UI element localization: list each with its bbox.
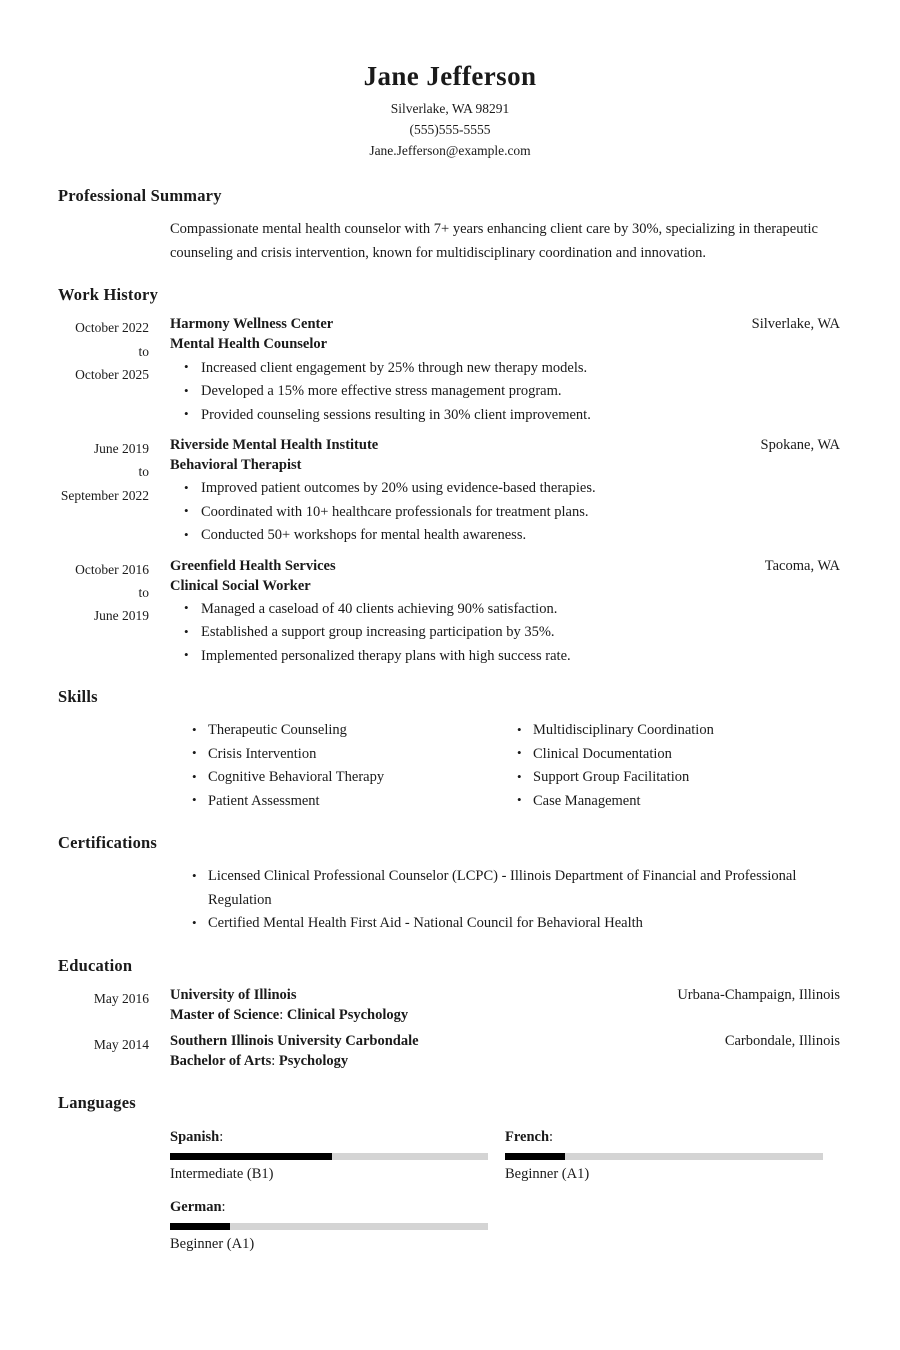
work-dates (58, 437, 170, 507)
work-bullet: • Increased client engagement by 25% through new therapy models. (170, 357, 840, 380)
education-field: Clinical Psychology (286, 1006, 409, 1023)
work-bullet: • Established a support group increasing participation by 35%. (170, 621, 840, 644)
work-dates (58, 316, 170, 386)
certifications-list (184, 865, 840, 935)
skill-item: • Therapeutic Counseling (184, 719, 509, 742)
language-level: Intermediate (B1) (170, 1165, 274, 1182)
education-date (58, 987, 170, 1010)
work-bullet: • Provided counseling sessions resulting in 30% client improvement. (170, 404, 840, 427)
summary-text: Compassionate mental health counselor with 7+ years enhancing client care by 30%, specializing in therapeutic counseling and crisis intervention, known for multidisciplinary coordination and innovation. (170, 221, 818, 261)
skills-column-right (509, 719, 834, 813)
language-name-line (505, 1127, 823, 1149)
section-title-languages: Languages (58, 1093, 136, 1113)
section-work-history (0, 285, 900, 668)
language-level: Beginner (A1) (170, 1236, 255, 1253)
section-title-work-history: Work History (58, 285, 159, 305)
language-proficiency-fill (170, 1153, 332, 1160)
language-item (170, 1197, 488, 1255)
section-skills (0, 687, 900, 813)
work-date-separator: to (138, 464, 149, 480)
education-degree-line (170, 1050, 840, 1073)
section-languages (0, 1093, 900, 1255)
work-entry (58, 316, 840, 427)
work-start-date: October 2022 (75, 320, 149, 336)
education-location: Urbana-Champaign, Illinois (677, 986, 840, 1003)
work-bullets (170, 598, 840, 668)
work-location: Spokane, WA (760, 437, 840, 454)
language-proficiency-bar (505, 1153, 823, 1160)
skill-item: • Multidisciplinary Coordination (509, 719, 834, 742)
work-end-date: June 2019 (93, 608, 149, 624)
education-field: Psychology (278, 1052, 349, 1069)
skill-item: • Clinical Documentation (509, 743, 834, 766)
language-name-colon: : (221, 1199, 226, 1216)
work-dates (58, 558, 170, 628)
language-name-colon: : (549, 1129, 554, 1146)
education-degree: Master of Science (170, 1006, 280, 1023)
work-bullets (170, 477, 840, 547)
education-entry (58, 987, 840, 1027)
work-organization: Greenfield Health Services (170, 557, 336, 574)
work-start-date: October 2016 (75, 561, 149, 577)
language-level: Beginner (A1) (505, 1165, 590, 1182)
section-title-certifications: Certifications (58, 833, 158, 853)
section-professional-summary (0, 186, 900, 265)
education-degree-separator: : (279, 1006, 284, 1023)
language-name-line (170, 1127, 488, 1149)
work-organization: Harmony Wellness Center (170, 316, 334, 333)
work-date-separator: to (138, 343, 149, 359)
work-job-title: Clinical Social Worker (170, 577, 311, 594)
language-proficiency-fill (505, 1153, 565, 1160)
skill-item: • Case Management (509, 790, 834, 813)
work-start-date: June 2019 (93, 441, 149, 457)
work-bullet: • Implemented personalized therapy plans with high success rate. (170, 645, 840, 668)
skill-item: • Patient Assessment (184, 790, 509, 813)
education-school: Southern Illinois University Carbondale (170, 1032, 419, 1049)
section-title-education: Education (58, 955, 133, 975)
education-date-value: May 2016 (93, 990, 149, 1006)
language-name-colon: : (219, 1129, 224, 1146)
skill-item: • Crisis Intervention (184, 743, 509, 766)
education-location: Carbondale, Illinois (724, 1032, 840, 1049)
work-end-date: September 2022 (60, 487, 149, 503)
work-bullet: • Managed a caseload of 40 clients achieving 90% satisfaction. (170, 598, 840, 621)
language-name: French (505, 1129, 550, 1146)
resume-header (0, 0, 900, 161)
education-degree-line (170, 1004, 840, 1027)
language-name-line (170, 1197, 488, 1219)
work-job-title: Behavioral Therapist (170, 457, 302, 474)
work-end-date: October 2025 (75, 366, 149, 382)
work-bullets (170, 357, 840, 427)
candidate-name: Jane Jefferson (363, 61, 537, 91)
candidate-phone: (555)555-5555 (409, 121, 491, 137)
work-location: Tacoma, WA (764, 557, 840, 574)
work-entry (58, 558, 840, 669)
candidate-address: Silverlake, WA 98291 (390, 100, 510, 116)
work-organization: Riverside Mental Health Institute (170, 437, 379, 454)
work-job-title: Mental Health Counselor (170, 336, 328, 353)
work-date-separator: to (138, 584, 149, 600)
language-item (505, 1127, 823, 1185)
education-degree-separator: : (271, 1052, 276, 1069)
candidate-email: Jane.Jefferson@example.com (369, 142, 531, 158)
language-proficiency-bar (170, 1153, 488, 1160)
skill-item: • Support Group Facilitation (509, 766, 834, 789)
work-entry (58, 437, 840, 548)
work-bullet: • Developed a 15% more effective stress management program. (170, 380, 840, 403)
skill-item: • Cognitive Behavioral Therapy (184, 766, 509, 789)
certification-item: • Licensed Clinical Professional Counselor (LCPC) - Illinois Department of Financial and Professional Regulation (184, 865, 840, 912)
education-school: University of Illinois (170, 986, 297, 1003)
education-entry (58, 1033, 840, 1073)
language-name: Spanish (170, 1129, 220, 1146)
education-degree: Bachelor of Arts (170, 1052, 272, 1069)
language-proficiency-fill (170, 1223, 230, 1230)
work-bullet: • Improved patient outcomes by 20% using evidence-based therapies. (170, 477, 840, 500)
education-date-value: May 2014 (93, 1036, 149, 1052)
language-proficiency-bar (170, 1223, 488, 1230)
section-certifications (0, 833, 900, 935)
work-bullet: • Coordinated with 10+ healthcare professionals for treatment plans. (170, 501, 840, 524)
section-title-professional-summary: Professional Summary (58, 186, 222, 206)
work-bullet: • Conducted 50+ workshops for mental health awareness. (170, 524, 840, 547)
skills-column-left (184, 719, 509, 813)
certification-item: • Certified Mental Health First Aid - National Council for Behavioral Health (184, 912, 840, 935)
language-name: German (170, 1199, 222, 1216)
language-item (170, 1127, 488, 1185)
education-date (58, 1033, 170, 1056)
section-title-skills: Skills (58, 687, 98, 707)
section-education (0, 956, 900, 1073)
work-location: Silverlake, WA (751, 316, 840, 333)
